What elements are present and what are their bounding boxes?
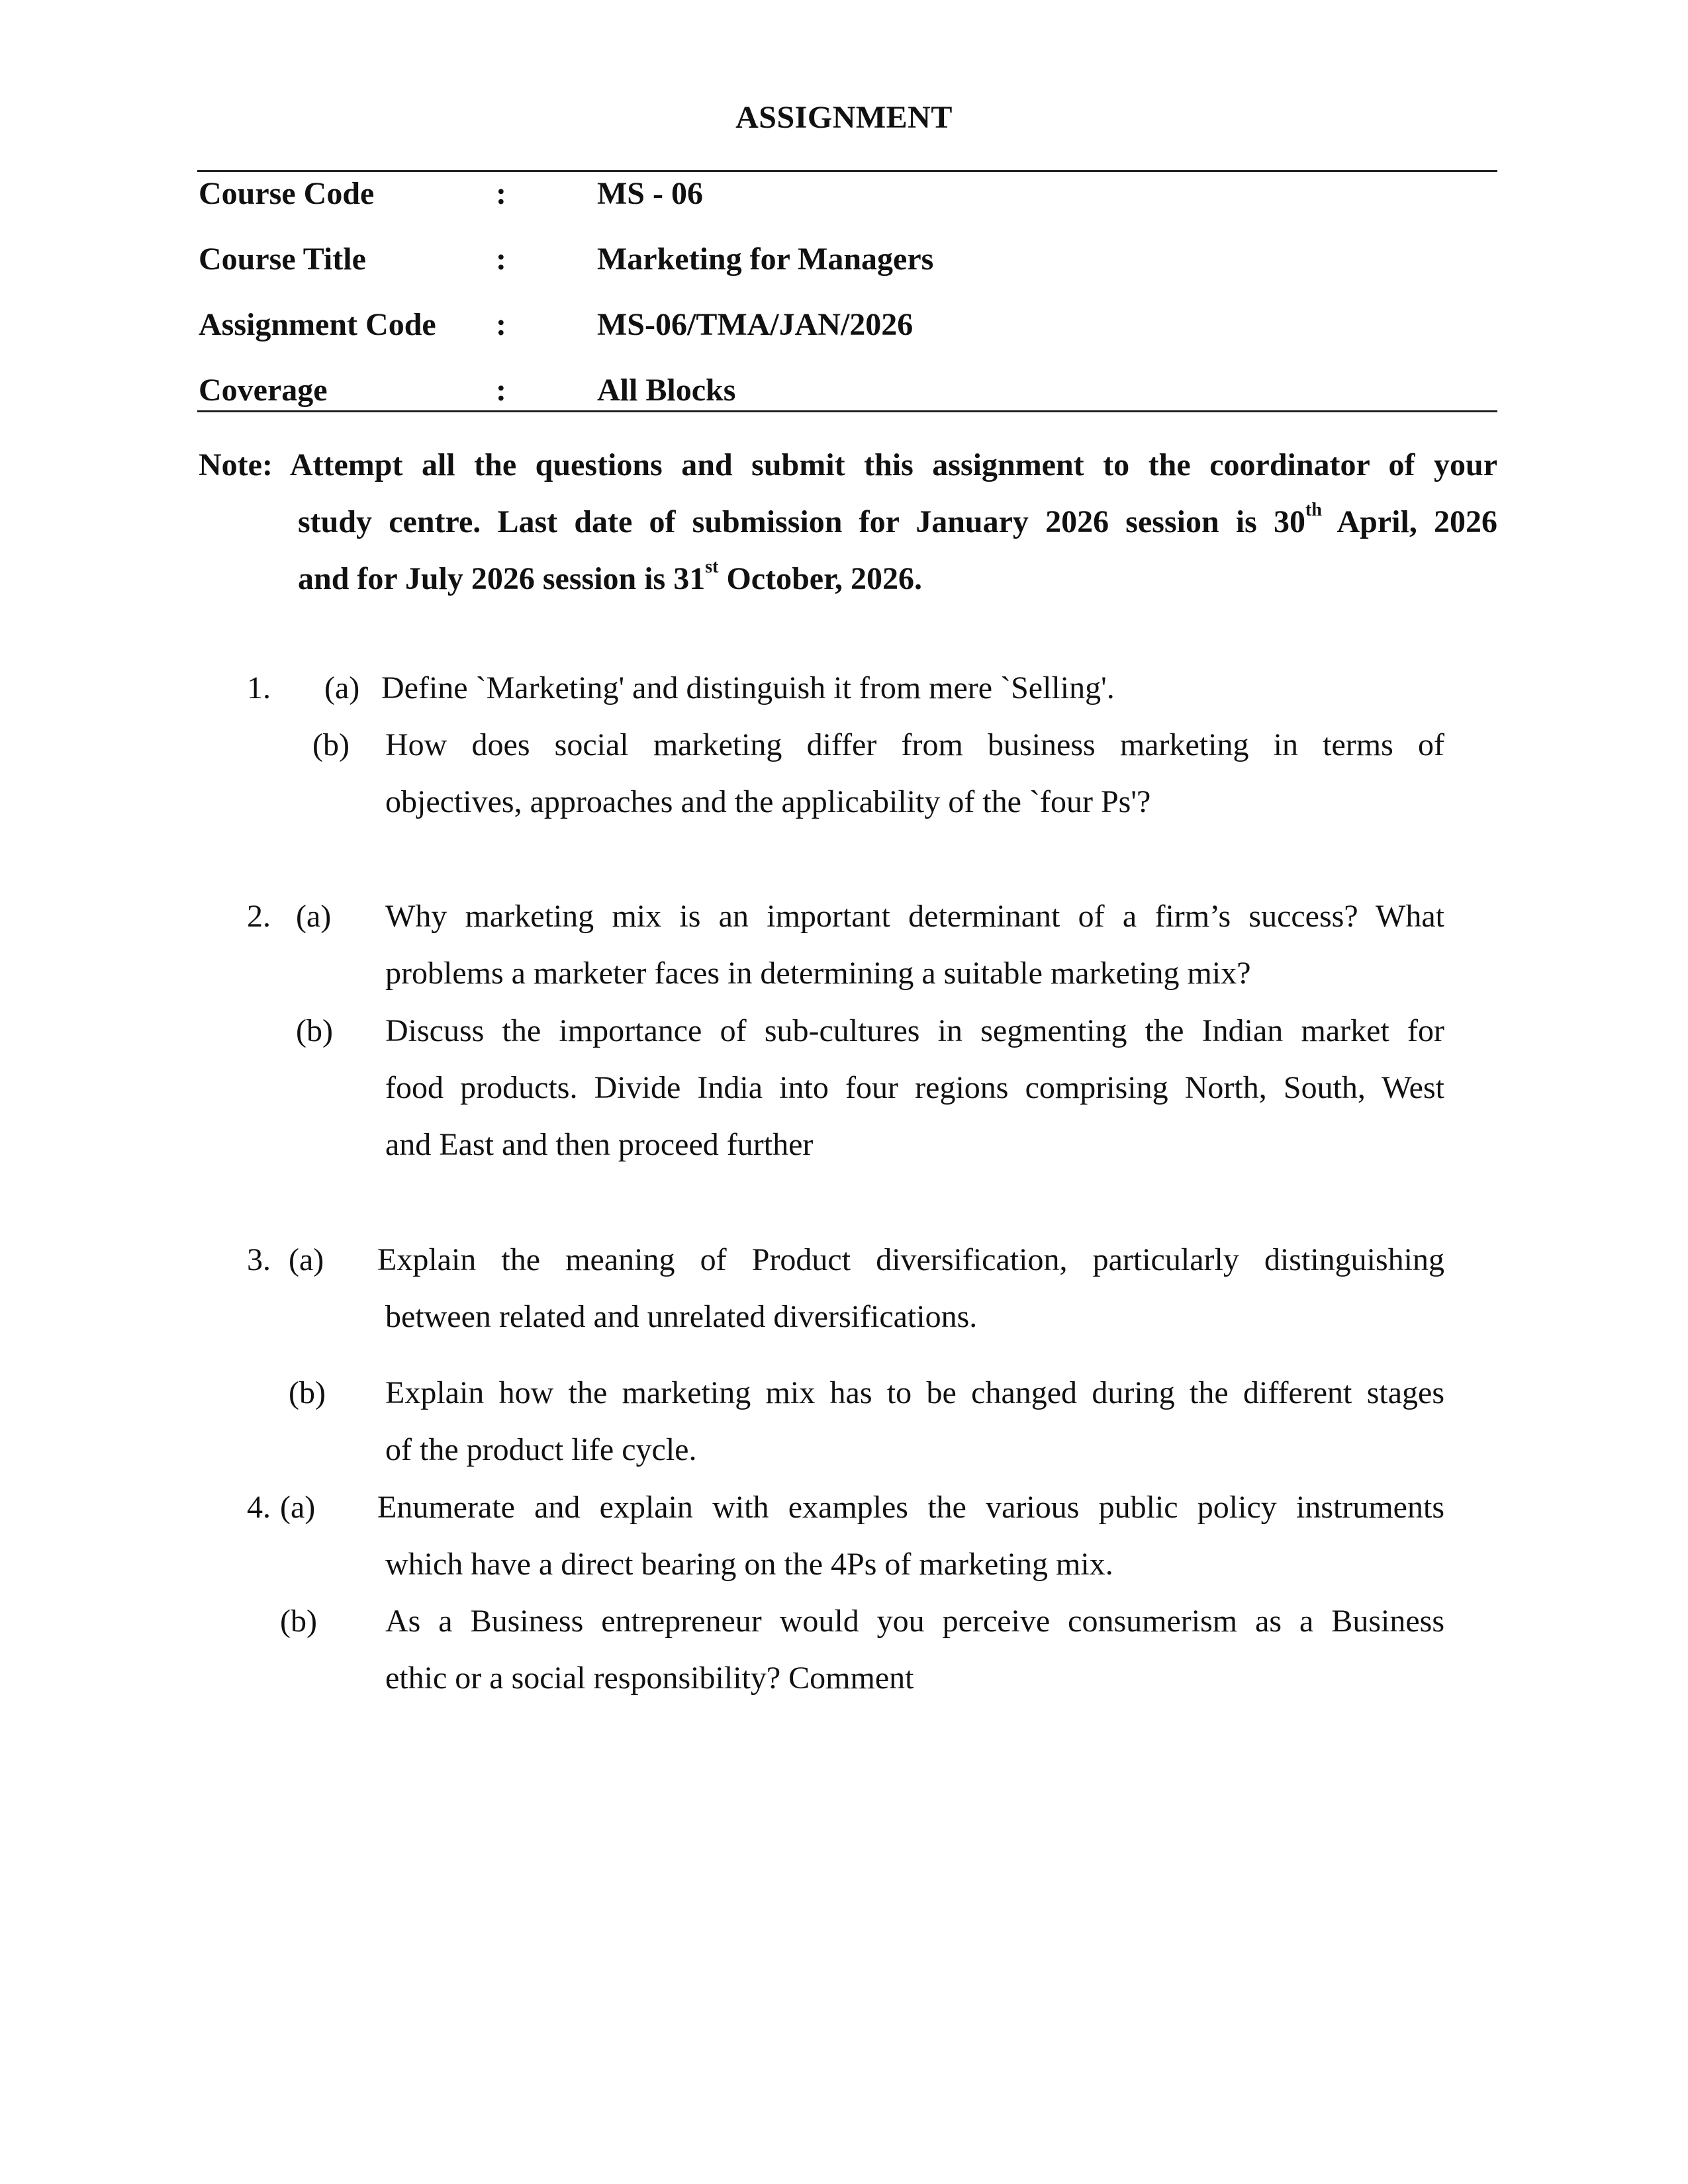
meta-colon: : <box>496 373 506 408</box>
meta-value: MS - 06 <box>597 176 703 211</box>
question-1a-text <box>381 660 1440 717</box>
question-part-label: (a) <box>280 1490 316 1525</box>
question-part-label: (a) <box>324 670 360 705</box>
note-line-3 <box>199 551 1497 608</box>
question-part-label: (a) <box>289 1242 324 1277</box>
question-2a-text <box>385 888 1444 1002</box>
text-line: Enumerate and explain with examples the various public policy instruments <box>377 1490 1444 1525</box>
meta-colon: : <box>496 176 506 211</box>
meta-row-coverage <box>0 367 1688 414</box>
question-part-label: (b) <box>312 727 350 762</box>
text-line: which have a direct bearing on the 4Ps of marketing mix. <box>385 1547 1113 1582</box>
note-text-3a: and for July 2026 session is 31 <box>298 561 706 596</box>
text-line: food products. Divide India into four regions comprising North, South, West <box>385 1070 1444 1105</box>
note-text-2b: April, 2026 <box>1321 504 1498 539</box>
meta-value: Marketing for Managers <box>597 242 934 277</box>
text-line: between related and unrelated diversifications. <box>385 1299 978 1334</box>
text-line: As a Business entrepreneur would you perceive consumerism as a Business <box>385 1604 1444 1639</box>
text-line: Explain the meaning of Product diversification, particularly distinguishing <box>377 1242 1444 1277</box>
text-line: problems a marketer faces in determining a suitable marketing mix? <box>385 956 1251 991</box>
meta-label: Course Code <box>199 176 375 211</box>
text-line: Discuss the importance of sub-cultures in segmenting the Indian market for <box>385 1013 1444 1048</box>
meta-colon: : <box>496 307 506 342</box>
meta-value: MS-06/TMA/JAN/2026 <box>597 307 914 342</box>
question-part-label: (b) <box>280 1604 317 1639</box>
question-part-label: (b) <box>289 1375 326 1410</box>
text-line: How does social marketing differ from business marketing in terms of <box>385 727 1444 762</box>
meta-row-course-code <box>0 171 1688 217</box>
note-sup-th: th <box>1305 500 1322 520</box>
submission-note <box>199 437 1497 608</box>
header-rule-bottom <box>197 410 1497 412</box>
note-sup-st: st <box>705 557 719 577</box>
text-line: objectives, approaches and the applicability of the `four Ps'? <box>385 784 1151 819</box>
text-line: ethic or a social responsibility? Comment <box>385 1661 914 1696</box>
question-3b-text <box>385 1365 1444 1479</box>
note-line-2 <box>199 494 1497 551</box>
page-title: ASSIGNMENT <box>735 100 953 135</box>
text-line: and East and then proceed further <box>385 1127 814 1162</box>
question-number: 1. <box>247 670 271 705</box>
meta-colon: : <box>496 242 506 277</box>
note-line-1 <box>199 437 1497 494</box>
meta-label: Coverage <box>199 373 328 408</box>
question-number: 4. <box>247 1490 271 1525</box>
text-line: of the product life cycle. <box>385 1432 697 1467</box>
question-part-label: (b) <box>296 1013 333 1048</box>
note-text-2a: study centre. Last date of submission for January 2026 session is 30 <box>298 504 1306 539</box>
meta-row-course-title <box>0 236 1688 283</box>
question-number: 3. <box>247 1242 271 1277</box>
note-text-3b: October, 2026. <box>718 561 922 596</box>
question-4a-text <box>377 1479 1444 1593</box>
text-line: Why marketing mix is an important determinant of a firm’s success? What <box>385 899 1444 934</box>
meta-label: Course Title <box>199 242 366 277</box>
note-label: Note: <box>199 447 273 482</box>
question-3a-text <box>377 1232 1444 1345</box>
text-line: Explain how the marketing mix has to be changed during the different stages <box>385 1375 1444 1410</box>
question-number: 2. <box>247 899 271 934</box>
question-2b-text <box>385 1003 1444 1173</box>
question-4b-text <box>385 1593 1444 1707</box>
question-part-label: (a) <box>296 899 332 934</box>
note-text-1: Attempt all the questions and submit this assignment to the coordinator of your <box>289 447 1498 482</box>
meta-label: Assignment Code <box>199 307 436 342</box>
meta-value: All Blocks <box>597 373 736 408</box>
meta-row-assignment-code <box>0 302 1688 348</box>
text-line: Define `Marketing' and distinguish it from mere `Selling'. <box>381 670 1115 705</box>
question-1b-text <box>385 717 1444 831</box>
